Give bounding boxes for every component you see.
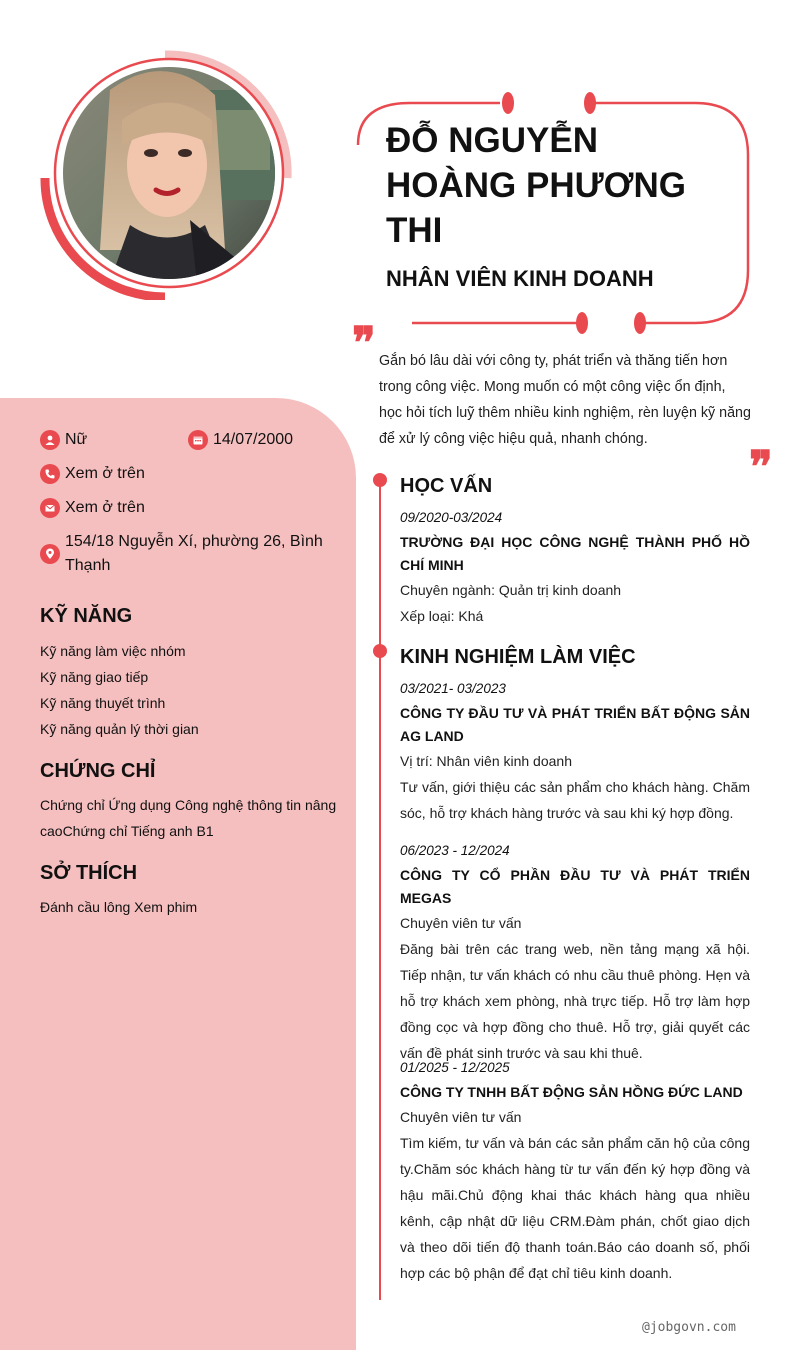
education-major: Chuyên ngành: Quản trị kinh doanh [400, 582, 622, 598]
job-description: Tư vấn, giới thiệu các sản phẩm cho khách hàng. Chăm sóc, hỗ trợ khách hàng trước và sau khi ký hợp đồng. [400, 779, 750, 821]
location-pin-icon [40, 544, 60, 564]
job-date: 03/2021- 03/2023 [400, 681, 506, 696]
experience-entry [400, 679, 750, 826]
skill-item: Kỹ năng giao tiếp [40, 669, 149, 685]
dob-row [188, 428, 293, 452]
skills-list [40, 638, 340, 742]
company-name: CÔNG TY CỔ PHẦN ĐẦU TƯ VÀ PHÁT TRIỂN MEGAS [400, 867, 750, 906]
calendar-icon [188, 430, 208, 450]
experience-heading: KINH NGHIỆM LÀM VIỆC [400, 646, 636, 668]
job-position: NHÂN VIÊN KINH DOANH [386, 266, 654, 291]
email-value: Xem ở trên [65, 499, 145, 516]
experience-entry [400, 1058, 750, 1286]
skill-item: Kỹ năng thuyết trình [40, 695, 166, 711]
quote-close-icon: ❞ [749, 443, 773, 492]
phone-icon [40, 464, 60, 484]
mail-icon [40, 498, 60, 518]
job-date: 01/2025 - 12/2025 [400, 1060, 510, 1075]
job-role: Chuyên viên tư vấn [400, 915, 522, 931]
quote-open-icon: ❞ [352, 319, 376, 368]
education-entry [400, 508, 750, 629]
profile-photo [40, 50, 300, 300]
skills-heading: KỸ NĂNG [40, 605, 133, 627]
phone-row [40, 462, 145, 486]
certificates-heading: CHỨNG CHỈ [40, 760, 156, 782]
gender-row [40, 428, 87, 452]
job-role: Chuyên viên tư vấn [400, 1109, 522, 1125]
education-heading: HỌC VẤN [400, 475, 493, 497]
certificates-text: Chứng chỉ Ứng dụng Công nghệ thông tin nâng caoChứng chỉ Tiếng anh B1 [40, 797, 337, 839]
company-name: CÔNG TY ĐẦU TƯ VÀ PHÁT TRIỂN BẤT ĐỘNG SẢN AG LAND [400, 705, 750, 744]
job-description: Tìm kiếm, tư vấn và bán các sản phẩm căn hộ của công ty.Chăm sóc khách hàng từ tư vấn đến ký hợp đồng và hậu mãi.Chủ động khai thác khách hàng qua nhiều kênh, cập nhật dữ liệu CRM.Đàm phán, chốt giao dịch và theo dõi tiến độ thanh toán.Báo cáo doanh số, phối hợp các bộ phận để đạt chỉ tiêu kinh doanh. [400, 1135, 750, 1281]
skill-item: Kỹ năng quản lý thời gian [40, 721, 199, 737]
candidate-name: ĐỖ NGUYỄN HOÀNG PHƯƠNG THI [386, 121, 687, 250]
education-date: 09/2020-03/2024 [400, 510, 503, 525]
experience-entry [400, 841, 750, 1066]
watermark: @jobgovn.com [642, 1320, 736, 1335]
address-value: 154/18 Nguyễn Xí, phường 26, Bình Thạnh [65, 533, 323, 574]
gender-value: Nữ [65, 431, 88, 448]
hobbies-text: Đánh cầu lông Xem phim [40, 899, 198, 915]
career-objective: Gắn bó lâu dài với công ty, phát triển và thăng tiến hơn trong công việc. Mong muốn có một công việc ổn định, học hỏi tích luỹ thêm nhiều kinh nghiệm, rèn luyện kỹ năng để xử lý công việc hiệu quả, nhanh chóng. [379, 353, 751, 447]
phone-value: Xem ở trên [65, 465, 145, 482]
skill-item: Kỹ năng làm việc nhóm [40, 643, 186, 659]
dob-value: 14/07/2000 [213, 431, 294, 448]
job-role: Vị trí: Nhân viên kinh doanh [400, 753, 572, 769]
timeline-dot [373, 473, 387, 487]
company-name: CÔNG TY TNHH BẤT ĐỘNG SẢN HỒNG ĐỨC LAND [400, 1084, 743, 1100]
education-grade: Xếp loại: Khá [400, 608, 484, 624]
hobbies-heading: SỞ THÍCH [40, 862, 138, 884]
school-name: TRƯỜNG ĐẠI HỌC CÔNG NGHỆ THÀNH PHỐ HỒ CHÍ MINH [400, 534, 750, 573]
timeline-line [379, 478, 381, 1300]
email-row [40, 496, 145, 520]
user-icon [40, 430, 60, 450]
job-date: 06/2023 - 12/2024 [400, 843, 510, 858]
job-description: Đăng bài trên các trang web, nền tảng mạng xã hội. Tiếp nhận, tư vấn khách có nhu cầu thuê phòng. Hẹn và hỗ trợ khách xem phòng, nhà trực tiếp. Hỗ trợ làm hợp đồng cọc và hợp đồng cho thuê. Hỗ trợ, giải quyết các vấn đề phát sinh trước và sau khi thuê. [400, 941, 750, 1061]
address-row [40, 530, 340, 578]
timeline-dot [373, 644, 387, 658]
